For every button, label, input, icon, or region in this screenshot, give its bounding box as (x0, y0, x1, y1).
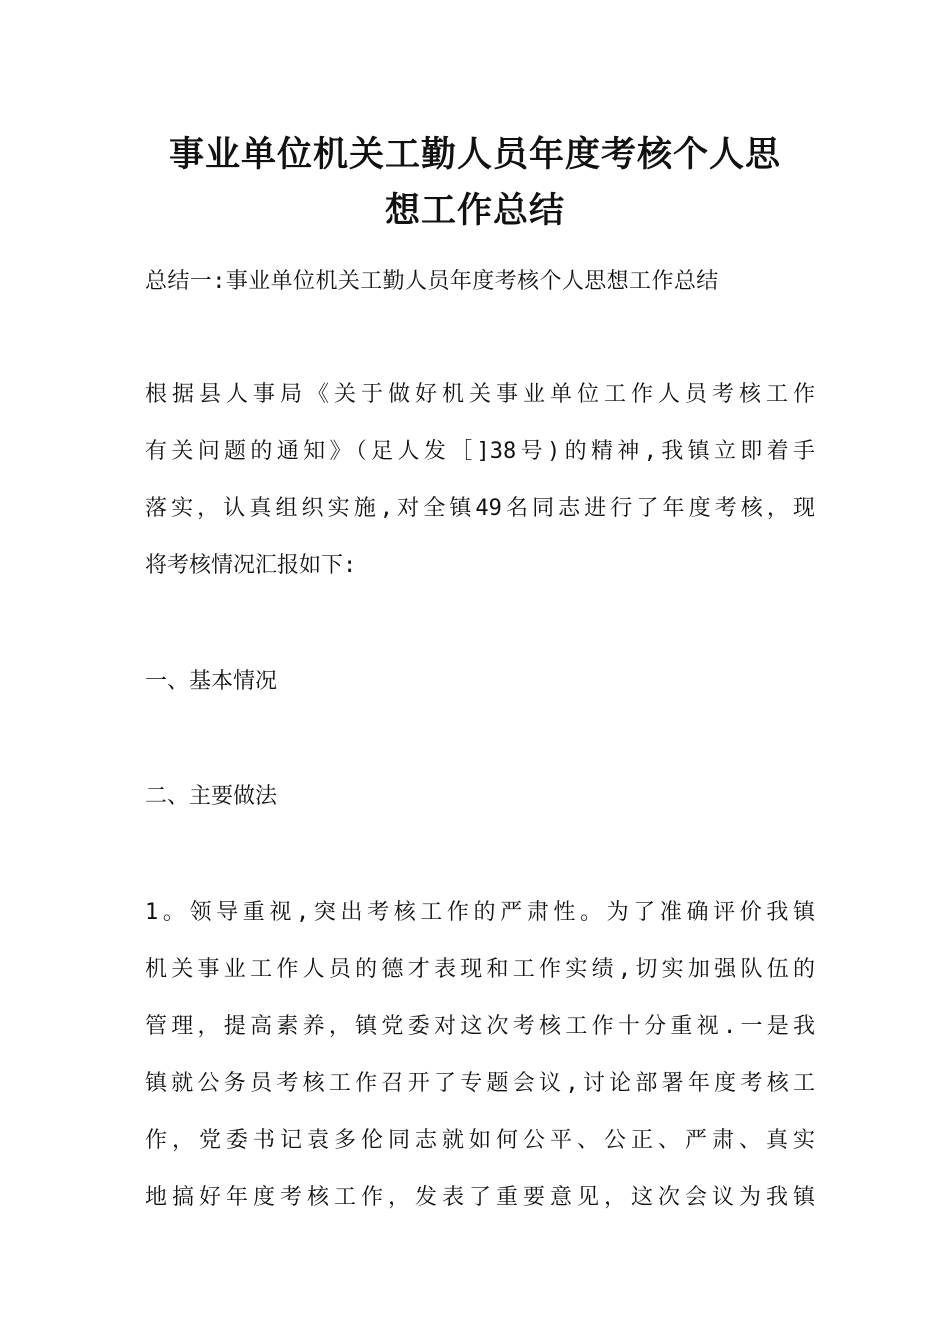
intro-line-2: 有关问题的通知》（足人发［]38号)的精神,我镇立即着手 (145, 439, 815, 464)
document-title-line-1: 事业单位机关工勤人员年度考核个人思 (168, 134, 781, 175)
item-1-line-5: 作，党委书记袁多伦同志就如何公平、公正、严肃、真实 (145, 1128, 815, 1153)
item-1-line-1: 1。领导重视,突出考核工作的严肃性。为了准确评价我镇 (145, 900, 815, 925)
document-subtitle: 总结一:事业单位机关工勤人员年度考核个人思想工作总结 (145, 269, 719, 294)
intro-line-1: 根据县人事局《关于做好机关事业单位工作人员考核工作 (145, 382, 815, 407)
item-1-line-6: 地搞好年度考核工作，发表了重要意见，这次会议为我镇 (145, 1185, 815, 1210)
intro-line-4: 将考核情况汇报如下: (145, 553, 357, 578)
document-title-line-2: 想工作总结 (384, 190, 565, 231)
intro-line-3: 落实，认真组织实施,对全镇49名同志进行了年度考核，现 (145, 496, 815, 521)
item-1-line-2: 机关事业工作人员的德才表现和工作实绩,切实加强队伍的 (145, 957, 815, 982)
section-heading-basic: 一、基本情况 (145, 669, 278, 694)
section-heading-methods: 二、主要做法 (145, 784, 278, 809)
item-1-line-4: 镇就公务员考核工作召开了专题会议,讨论部署年度考核工 (145, 1071, 815, 1096)
item-1-line-3: 管理，提高素养，镇党委对这次考核工作十分重视.一是我 (145, 1014, 815, 1039)
